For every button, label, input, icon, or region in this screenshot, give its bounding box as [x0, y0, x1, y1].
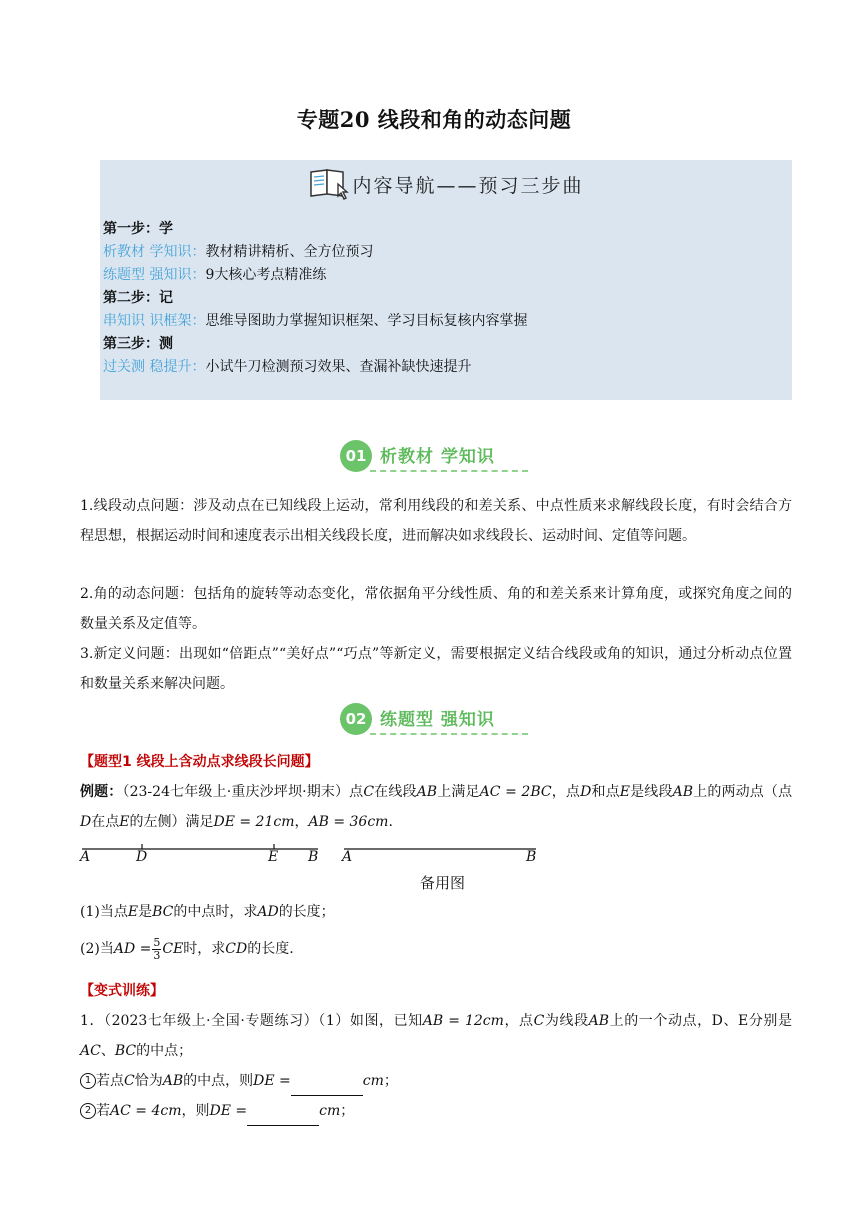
example-text: 上的两动点（点 [693, 784, 793, 800]
v1-var-c: C [533, 1013, 545, 1029]
v1-var-ab: AB [588, 1013, 610, 1029]
variant-heading: 【变式训练】 [80, 983, 164, 999]
nav-header-text: 内容导航——预习三步曲 [352, 174, 584, 197]
book-pointer-icon [308, 166, 352, 202]
nav-row-1-key: 析教材 学知识： [103, 244, 206, 260]
s1-var-c: C [124, 1073, 135, 1089]
q1-var-ad: AD [257, 904, 279, 920]
nav-row-3-key: 串知识 识框架： [103, 313, 206, 329]
example-text: 是线段 [630, 784, 673, 800]
q2-text: 的长度. [247, 941, 294, 957]
s2-unit: cm [319, 1103, 341, 1119]
section-badge-2 [340, 703, 530, 735]
fraction-5-3 [152, 937, 161, 962]
v1-var-bc: BC [114, 1043, 137, 1059]
point-2: 2.角的动态问题：包括角的旋转等动态变化，常依据角平分线性质、角的和差关系来计算角度，或探究角度之间的数量关系及定值等。 [80, 586, 792, 632]
nav-row-4 [103, 356, 527, 379]
example-text: . [388, 814, 393, 830]
eq-de: DE = 21cm [213, 814, 295, 830]
example-paragraph [80, 777, 792, 837]
type1-heading: 【题型1 线段上含动点求线段长问题】 [80, 754, 319, 770]
content-navigation-box [100, 160, 792, 400]
v1-text: 的中点； [136, 1043, 193, 1059]
point-label-a2: A [342, 849, 353, 865]
s2-text: ，则 [181, 1103, 210, 1119]
section-title-2: 练题型 强知识 [380, 710, 495, 730]
backup-figure-caption: 备用图 [420, 874, 466, 892]
variant-1 [80, 1006, 792, 1066]
q1-text: 是 [138, 904, 153, 920]
example-text: 的左侧）满足 [129, 814, 214, 830]
section-title-1: 析教材 学知识 [380, 447, 495, 467]
example-label: 例题： [80, 784, 123, 800]
q2-text: (2)当 [80, 941, 114, 957]
v1-text: ，点 [503, 1013, 534, 1029]
s1-var-de: DE = [253, 1073, 291, 1089]
v1-var-ac: AC [80, 1043, 101, 1059]
q1-text: (1)当点 [80, 904, 128, 920]
section-underline-1 [370, 470, 528, 472]
var-e: E [619, 784, 630, 800]
s1-text: 的中点，则 [183, 1073, 254, 1089]
point-label-e: E [268, 849, 279, 865]
q1-text: 的长度； [278, 904, 335, 920]
nav-row-2-key: 练题型 强知识： [103, 267, 206, 283]
fraction-denominator: 3 [153, 948, 161, 962]
nav-header [100, 164, 792, 204]
s1-text: 若点 [96, 1073, 124, 1089]
s1-text: 恰为 [134, 1073, 163, 1089]
q2-var-ce: CE [162, 941, 184, 957]
page-title: 专题20 线段和角的动态问题 [296, 107, 572, 132]
point-label-d: D [136, 849, 148, 865]
s1-var-ab: AB [162, 1073, 184, 1089]
var-d: D [580, 784, 592, 800]
example-text: （23-24七年级上·重庆沙坪坝·期末）点 [122, 784, 364, 800]
nav-row-1 [103, 241, 527, 264]
example-text: 上满足 [437, 784, 480, 800]
nav-row-4-key: 过关测 稳提升： [103, 359, 206, 375]
example-text: 在点 [91, 814, 120, 830]
var-ab: AB [672, 784, 694, 800]
q1-text: 的中点时，求 [173, 904, 258, 920]
nav-step-1: 第一步：学 [103, 221, 173, 237]
circled-number-2: 2 [80, 1103, 96, 1119]
nav-row-1-text: 教材精讲精析、全方位预习 [205, 244, 374, 260]
answer-blank-1[interactable] [291, 1081, 363, 1096]
example-text: 在线段 [374, 784, 417, 800]
v1-text: 为线段 [544, 1013, 589, 1029]
nav-lines [103, 218, 527, 379]
sub-question-1 [80, 1066, 792, 1096]
fraction-numerator: 5 [153, 935, 161, 949]
sub-question-2 [80, 1096, 792, 1126]
point-label-b2: B [526, 849, 537, 865]
point-label-a: A [80, 849, 91, 865]
question-2 [80, 934, 792, 964]
example-text: ，点 [551, 784, 581, 800]
section-number-1: 01 [340, 440, 372, 472]
q2-var-cd: CD [225, 941, 248, 957]
s2-text: 若 [96, 1103, 110, 1119]
variant-heading-line [80, 976, 792, 1006]
section-badge-1 [340, 440, 530, 472]
example-text: ， [294, 814, 309, 830]
point-1: 1.线段动点问题：涉及动点在已知线段上运动，常利用线段的和差关系、中点性质来求解线段长度，有时会结合方程思想，根据运动时间和速度表示出相关线段长度，进而解决如求线段长、运动时间、定值等问题。 [80, 498, 792, 544]
example-text: 和点 [591, 784, 620, 800]
var-e: E [119, 814, 130, 830]
var-d: D [80, 814, 92, 830]
v1-eq-ab: AB = 12cm [422, 1013, 504, 1029]
type1-heading-line [80, 747, 792, 777]
point-label-b: B [308, 849, 319, 865]
v1-text: 、 [100, 1043, 115, 1059]
question-1 [80, 897, 792, 927]
s2-text: ； [340, 1103, 355, 1119]
nav-row-3 [103, 310, 527, 333]
circled-number-1: 1 [80, 1073, 96, 1089]
v1-text: 1．（2023七年级上·全国·专题练习）（1）如图，已知 [80, 1013, 423, 1029]
point-3: 3.新定义问题：出现如“倍距点”“美好点”“巧点”等新定义，需要根据定义结合线段或角的知识，通过分析动点位置和数量关系来解决问题。 [80, 646, 792, 692]
var-c: C [363, 784, 375, 800]
q1-var-e: E [127, 904, 139, 920]
nav-step-2: 第二步：记 [103, 290, 173, 306]
s2-var-de: DE = [209, 1103, 248, 1119]
s1-text: ； [383, 1073, 398, 1089]
section-underline-2 [370, 733, 528, 735]
nav-row-2 [103, 264, 527, 287]
eq-ab: AB = 36cm [308, 814, 389, 830]
segment-figure [80, 843, 550, 873]
eq-ac: AC = 2BC [479, 784, 552, 800]
section-number-2: 02 [340, 703, 372, 735]
var-ab: AB [416, 784, 438, 800]
q1-var-bc: BC [152, 904, 174, 920]
nav-row-4-text: 小试牛刀检测预习效果、查漏补缺快速提升 [205, 359, 472, 375]
nav-row-2-text: 9大核心考点精准练 [205, 267, 327, 283]
s2-eq-ac: AC = 4cm [110, 1103, 182, 1119]
v1-text: 上的一个动点，D、E分别是 [609, 1013, 793, 1029]
q2-var-ad: AD = [113, 941, 152, 957]
nav-row-3-text: 思维导图助力掌握知识框架、学习目标复核内容掌握 [205, 313, 528, 329]
s1-unit: cm [362, 1073, 384, 1089]
q2-text: 时，求 [183, 941, 226, 957]
nav-step-3: 第三步：测 [103, 336, 173, 352]
answer-blank-2[interactable] [247, 1111, 319, 1126]
